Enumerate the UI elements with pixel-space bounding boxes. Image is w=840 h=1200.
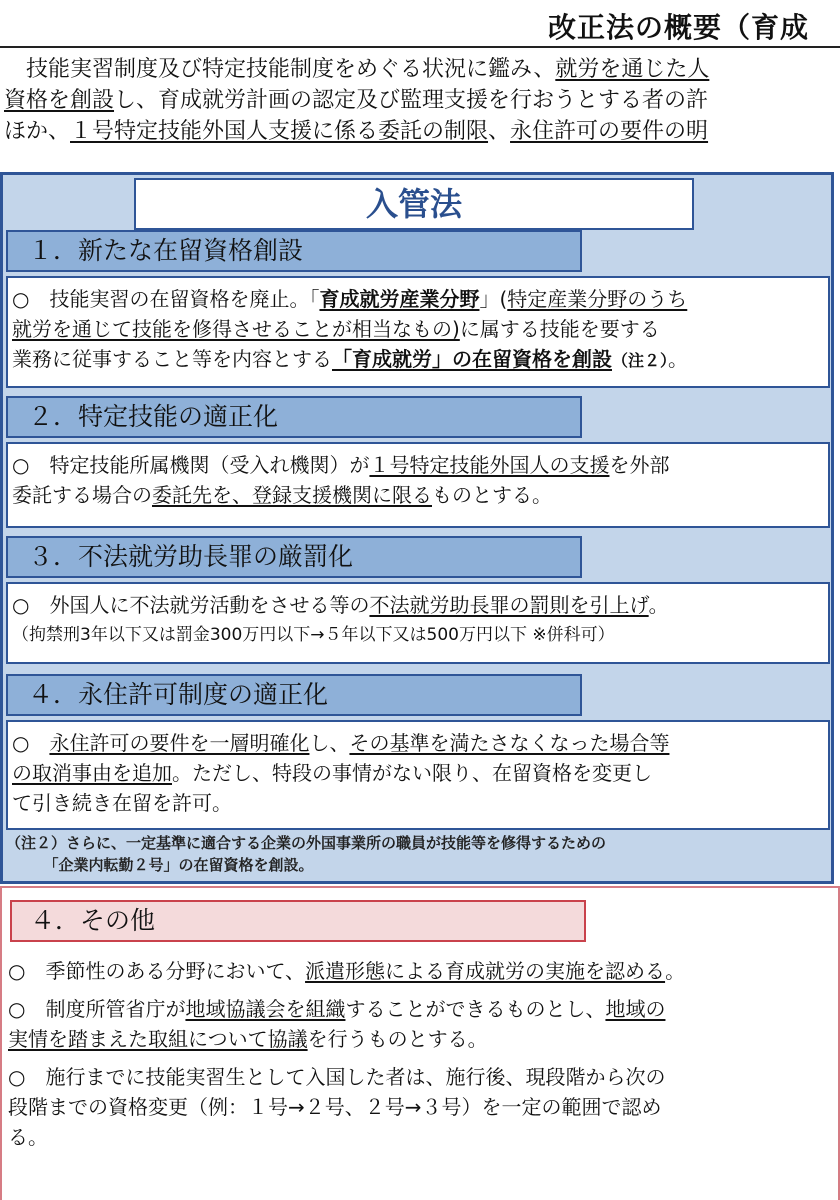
other-item-1: [8, 956, 836, 986]
body-emphasis: 「育成就労」の在留資格を創設: [332, 347, 612, 371]
intro-text: 、: [488, 119, 511, 144]
section-2-heading: ２．特定技能の適正化: [6, 396, 582, 438]
body-text: ○ 制度所管省庁が: [8, 997, 186, 1021]
body-text: に属する技能を要する: [459, 317, 660, 341]
body-text: ものとする。: [432, 483, 552, 507]
body-text: 段階までの資格変更（例：１号→２号、２号→３号）を一定の範囲で認め: [8, 1095, 662, 1119]
intro-underlined-text: １号特定技能外国人支援に係る委託の制限: [70, 119, 489, 144]
section-1-heading: １．新たな在留資格創設: [6, 230, 582, 272]
body-underlined: 永住許可の要件を一層明確化: [49, 731, 310, 755]
body-text: 」(: [479, 287, 508, 311]
body-text: ○: [12, 731, 50, 755]
body-text: ○ 施行までに技能実習生として入国した者は、施行後、現段階から次の: [8, 1065, 666, 1089]
intro-line-1: [4, 54, 840, 85]
body-text: し、: [309, 731, 350, 755]
footnote-line: 「企業内転勤２号」の在留資格を創設。: [6, 856, 314, 874]
body-text: ○ 特定技能所属機関（受入れ機関）が: [12, 453, 370, 477]
law-title: 入管法: [134, 178, 694, 230]
note-ref: （注２）: [612, 351, 669, 370]
intro-text: ほか、: [4, 119, 71, 144]
intro-text: 技能実習制度及び特定技能制度をめぐる状況に鑑み、: [4, 57, 556, 82]
body-text: て引き続き在留を許可。: [12, 791, 232, 815]
title-divider: [0, 46, 840, 48]
body-underlined: その基準を満たさなくなった場合等: [349, 731, 670, 755]
body-text: を行うものとする。: [307, 1027, 488, 1051]
body-text: 。: [665, 959, 686, 983]
body-text: することができるものとし、: [345, 997, 606, 1021]
body-underlined: 不法就労助長罪の罰則を引上げ: [369, 593, 649, 617]
body-text: 。: [668, 347, 689, 371]
section-3-body: [6, 582, 830, 664]
other-heading: ４．その他: [10, 900, 586, 942]
body-text: ○ 外国人に不法就労活動をさせる等の: [12, 593, 370, 617]
footnote-line: （注２）さらに、一定基準に適合する企業の外国事業所の職員が技能等を修得するための: [6, 834, 607, 852]
body-text: 業務に従事すること等を内容とする: [12, 347, 332, 371]
body-text: 委託する場合の: [12, 483, 152, 507]
intro-line-3: [4, 116, 840, 147]
other-item-3: [8, 1062, 836, 1152]
section-2-body: [6, 442, 830, 528]
intro-underlined-text: 資格を創設: [4, 88, 115, 113]
body-underlined: 地域の: [605, 997, 666, 1021]
section-1-body: [6, 276, 830, 388]
intro-line-2: [4, 85, 840, 116]
intro-paragraph: [4, 54, 840, 158]
body-underlined: の取消事由を追加: [12, 761, 172, 785]
section-3-heading: ３．不法就労助長罪の厳罰化: [6, 536, 582, 578]
body-underlined: 地域協議会を組織: [185, 997, 346, 1021]
body-text: ○ 技能実習の在留資格を廃止。「: [12, 287, 320, 311]
body-text: 。ただし、特段の事情がない限り、在留資格を変更し: [172, 761, 652, 785]
intro-underlined-text: 就労を通じた人: [555, 57, 710, 82]
body-underlined: 実情を踏まえた取組について協議: [8, 1027, 308, 1051]
other-item-2: [8, 994, 836, 1054]
other-body: [8, 956, 836, 1160]
body-underlined: 派遣形態による育成就労の実施を認める: [305, 959, 666, 983]
body-underlined: 特定産業分野のうち: [507, 287, 688, 311]
body-underlined: 委託先を、登録支援機関に限る: [152, 483, 432, 507]
penalty-detail: （拘禁刑3年以下又は罰金300万円以下→５年以下又は500万円以下 ※併科可）: [12, 625, 615, 645]
body-text: 。: [648, 593, 669, 617]
body-text: を外部: [609, 453, 670, 477]
section-4-heading: ４．永住許可制度の適正化: [6, 674, 582, 716]
intro-underlined-text: 永住許可の要件の明: [510, 119, 709, 144]
body-underlined: １号特定技能外国人の支援: [369, 453, 610, 477]
intro-text: し、育成就労計画の認定及び監理支援を行おうとする者の許: [114, 88, 709, 113]
body-underlined: 就労を通じて技能を修得させることが相当なもの): [12, 317, 460, 341]
page-title: 改正法の概要（育成: [548, 11, 810, 44]
section-4-body: [6, 720, 830, 830]
body-emphasis: 育成就労産業分野: [319, 287, 480, 311]
body-text: る。: [8, 1125, 48, 1149]
body-text: ○ 季節性のある分野において、: [8, 959, 306, 983]
footnote-2: [6, 832, 830, 880]
